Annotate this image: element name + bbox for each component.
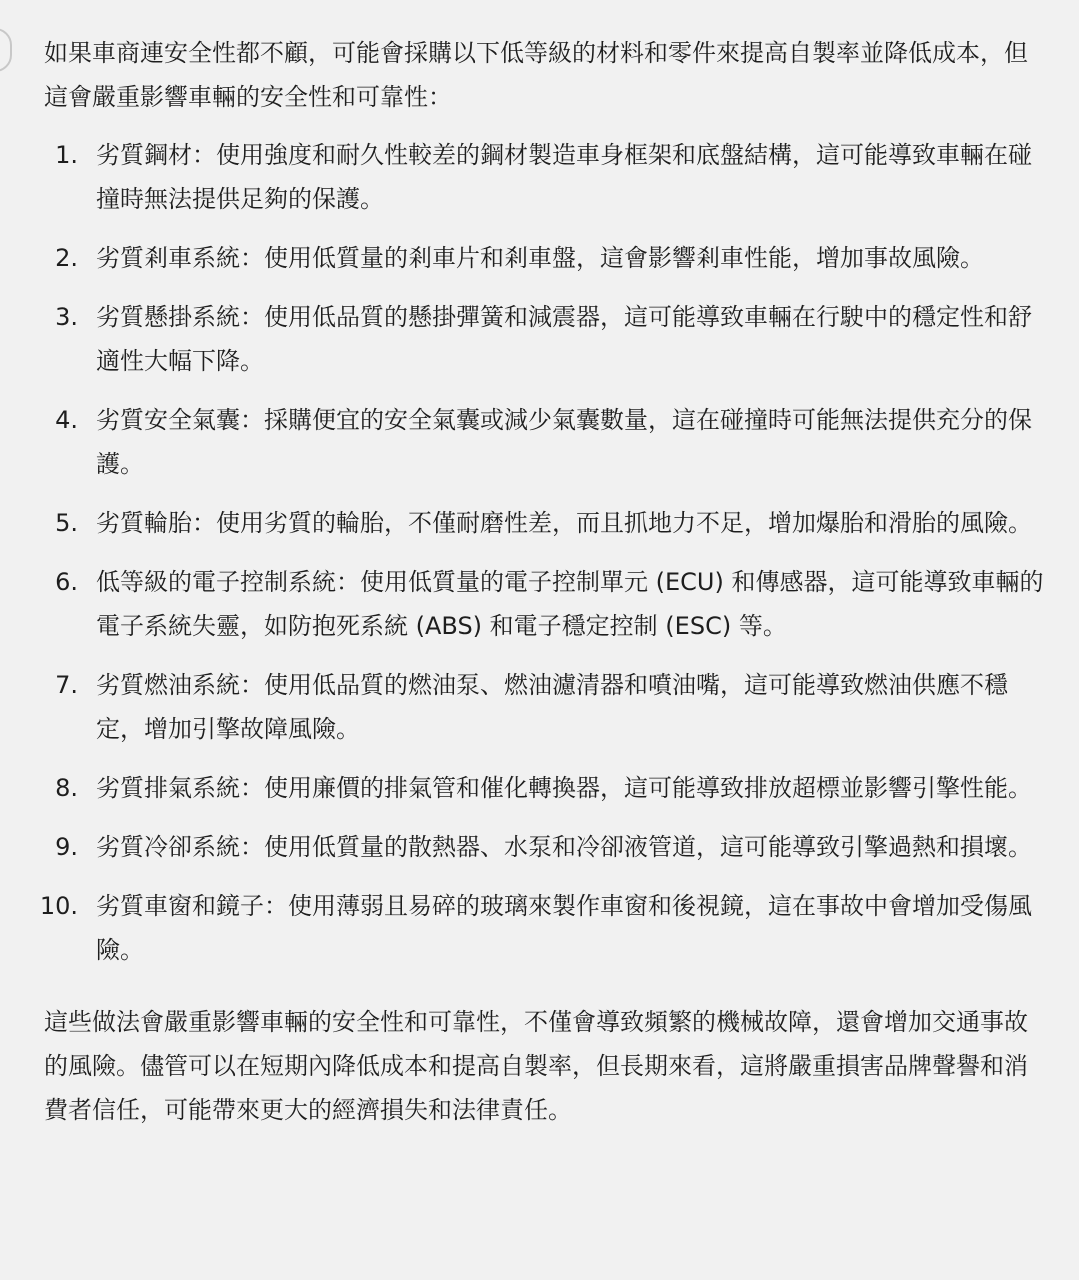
list-item-text: 劣質鋼材：使用強度和耐久性較差的鋼材製造車身框架和底盤結構，這可能導致車輛在碰撞時無法提供足夠的保護。 bbox=[96, 141, 1032, 213]
list-item-number: 10. bbox=[39, 892, 78, 920]
list-item-number: 4. bbox=[55, 406, 78, 434]
list-item-text: 劣質剎車系統：使用低質量的剎車片和剎車盤，這會影響剎車性能，增加事故風險。 bbox=[96, 244, 984, 272]
list-item-text: 劣質車窗和鏡子：使用薄弱且易碎的玻璃來製作車窗和後視鏡，這在事故中會增加受傷風險。 bbox=[96, 892, 1032, 964]
list-item-text: 劣質排氣系統：使用廉價的排氣管和催化轉換器，這可能導致排放超標並影響引擎性能。 bbox=[96, 774, 1032, 802]
list-item bbox=[44, 398, 1046, 486]
list-item-number: 8. bbox=[55, 774, 78, 802]
list-item bbox=[44, 663, 1046, 751]
list-item-text: 劣質懸掛系統：使用低品質的懸掛彈簧和減震器，這可能導致車輛在行駛中的穩定性和舒適性大幅下降。 bbox=[96, 303, 1032, 375]
list-item bbox=[44, 236, 1046, 280]
list-item-number: 1. bbox=[55, 141, 78, 169]
conclusion-paragraph: 這些做法會嚴重影響車輛的安全性和可靠性，不僅會導致頻繁的機械故障，還會增加交通事故的風險。儘管可以在短期內降低成本和提高自製率，但長期來看，這將嚴重損害品牌聲譽和消費者信任，可能帶來更大的經濟損失和法律責任。 bbox=[44, 1008, 1028, 1124]
list-item-text: 劣質燃油系統：使用低品質的燃油泵、燃油濾清器和噴油嘴，這可能導致燃油供應不穩定，增加引擎故障風險。 bbox=[96, 671, 1008, 743]
list-item-text: 低等級的電子控制系統：使用低質量的電子控制單元 (ECU) 和傳感器，這可能導致車輛的電子系統失靈，如防抱死系統 (ABS) 和電子穩定控制 (ESC) 等。 bbox=[96, 568, 1044, 640]
numbered-list bbox=[39, 133, 1046, 972]
list-item-text: 劣質輪胎：使用劣質的輪胎，不僅耐磨性差，而且抓地力不足，增加爆胎和滑胎的風險。 bbox=[96, 509, 1032, 537]
scroll-edge-indicator bbox=[0, 28, 12, 72]
list-item bbox=[44, 766, 1046, 810]
list-item-number: 6. bbox=[55, 568, 78, 596]
list-item-text: 劣質安全氣囊：採購便宜的安全氣囊或減少氣囊數量，這在碰撞時可能無法提供充分的保護。 bbox=[96, 406, 1032, 478]
list-item-number: 5. bbox=[55, 509, 78, 537]
list-item-number: 3. bbox=[55, 303, 78, 331]
list-item-number: 7. bbox=[55, 671, 78, 699]
list-item bbox=[44, 133, 1046, 221]
list-item bbox=[44, 825, 1046, 869]
list-item bbox=[44, 501, 1046, 545]
list-item bbox=[44, 560, 1046, 648]
list-item-number: 9. bbox=[55, 833, 78, 861]
intro-paragraph: 如果車商連安全性都不顧，可能會採購以下低等級的材料和零件來提高自製率並降低成本，但這會嚴重影響車輛的安全性和可靠性： bbox=[44, 39, 1028, 111]
list-item bbox=[39, 884, 1046, 972]
list-item-number: 2. bbox=[55, 244, 78, 272]
list-item bbox=[44, 295, 1046, 383]
message-body bbox=[39, 31, 1046, 1132]
list-item-text: 劣質冷卻系統：使用低質量的散熱器、水泵和冷卻液管道，這可能導致引擎過熱和損壞。 bbox=[96, 833, 1032, 861]
